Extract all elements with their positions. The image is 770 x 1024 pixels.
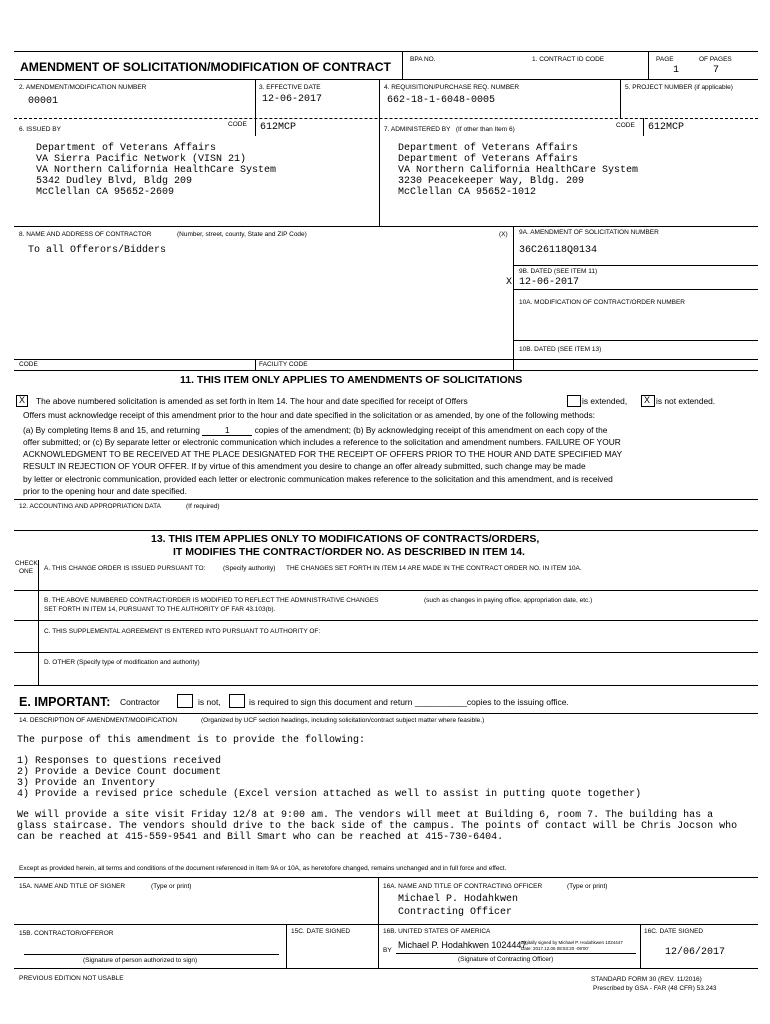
- 15c-label: 15C. DATE SIGNED: [291, 928, 351, 935]
- contractor-value: To all Offerors/Bidders: [28, 245, 167, 256]
- administered-code-label: CODE: [616, 122, 635, 129]
- rule-v-item9: [513, 226, 514, 370]
- item14-list-item-2: 2) Provide a Device Count document: [17, 767, 222, 778]
- issued-code-label: CODE: [228, 121, 247, 128]
- not-extended-label: is not extended.: [656, 396, 716, 406]
- 15b-signature-caption: (Signature of person authorized to sign): [83, 957, 198, 964]
- 9a-value: 36C26118Q0134: [519, 245, 598, 256]
- rule-13d: [14, 685, 758, 686]
- item11-line1: The above numbered solicitation is amended as set forth in Item 14. The hour and date specified for receipt of Offers: [36, 396, 468, 406]
- issued-code-value: 612MCP: [260, 122, 297, 133]
- rule-bottom: [14, 968, 758, 969]
- copies-to-office: copies to the issuing office.: [466, 697, 569, 707]
- rule-v-proj: [620, 79, 621, 118]
- 13b-label-2: SET FORTH IN ITEM 14, PURSUANT TO THE AUTHORITY OF FAR 43.103(b).: [44, 606, 276, 613]
- x-column-label: (X): [499, 231, 508, 238]
- 16a-name: Michael P. Hodahkwen: [398, 894, 519, 905]
- copies-blank: ___________: [414, 697, 467, 707]
- item12-label: 12. ACCOUNTING AND APPROPRIATION DATA: [19, 503, 161, 510]
- item14-para-3: can be reached at 415-559-9541 and Bill Smart who can be reached at 415-730-6404.: [17, 832, 504, 843]
- item11-line2: Offers must acknowledge receipt of this amendment prior to the hour and date specified in the solicitation or as amended, by one of the following methods:: [23, 410, 595, 420]
- not-extended-checkbox[interactable]: [641, 395, 655, 407]
- rule-item13: [14, 530, 758, 531]
- is-required-label: is required to sign this document and return ___________copies to the issuing office.: [249, 697, 569, 707]
- item14-list-item-4: 4) Provide a revised price schedule (Excel version attached as well to assist in putting quote together): [17, 789, 642, 800]
- rule-v-code7: [643, 118, 644, 136]
- 13a-label: A. THIS CHANGE ORDER IS ISSUED PURSUANT TO:: [44, 565, 206, 572]
- item11-line7: by letter or electronic communication, provided each letter or electronic communication makes reference to the solicitation and this amendment, and is received: [23, 474, 613, 484]
- 15a-note: (Type or print): [151, 883, 192, 890]
- 16a-note: (Type or print): [567, 883, 608, 890]
- 10a-label: 10A. MODIFICATION OF CONTRACT/ORDER NUMBER: [519, 299, 685, 306]
- effective-date-label: 3. EFFECTIVE DATE: [259, 84, 321, 91]
- footer-note: Except as provided herein, all terms and conditions of the document referenced in Item 9A or 10A, as heretofore changed, remains unchanged and in full force and effect.: [19, 865, 507, 872]
- digital-signature-note-2: Date: 2017.12.06 08:53:20 -08'00': [521, 946, 589, 951]
- contract-id-label: 1. CONTRACT ID CODE: [532, 56, 605, 63]
- contractor-label-note: (Number, street, county, State and ZIP Code): [177, 231, 307, 238]
- rule-v-16: [378, 877, 379, 968]
- 15b-signature-line[interactable]: [24, 954, 279, 955]
- 15b-label: 15B. CONTRACTOR/OFFEROR: [19, 930, 114, 937]
- important-label: E. IMPORTANT:: [19, 695, 111, 709]
- effective-date-value: 12-06-2017: [262, 94, 323, 105]
- requisition-value: 662-18-1-6048-0005: [387, 95, 496, 106]
- rule-v-page: [648, 51, 649, 79]
- is-not-checkbox[interactable]: [177, 694, 193, 708]
- rule-v-16c: [640, 924, 641, 968]
- 9b-value: 12-06-2017: [519, 277, 580, 288]
- page-label: PAGE: [656, 56, 674, 63]
- digital-signature-note-1: Digitally signed by Michael P. Hodahkwen 1024447: [521, 940, 623, 945]
- item14-intro: The purpose of this amendment is to provide the following:: [17, 735, 366, 746]
- 9b-x-mark: X: [506, 277, 513, 288]
- item11-x-mark: X: [19, 395, 26, 405]
- bpa-label: BPA NO.: [410, 56, 436, 63]
- item13-title-1: 13. THIS ITEM APPLIES ONLY TO MODIFICATIONS OF CONTRACTS/ORDERS,: [151, 533, 540, 545]
- rule-13c: [14, 652, 758, 653]
- item11-line6: RESULT IN REJECTION OF YOUR OFFER. If by virtue of this amendment you desire to change an offer already submitted, such change may be made: [23, 461, 586, 471]
- form-title: AMENDMENT OF SOLICITATION/MODIFICATION OF CONTRACT: [20, 60, 392, 74]
- rule-15a: [14, 924, 758, 925]
- rule-9b: [513, 289, 758, 290]
- issued-by-address: Department of Veterans Affairs VA Sierra Pacific Network (VISN 21) VA Northern California HealthCare System 5342 Dudley Blvd, Bldg 209 McClellan CA 95652-2609: [36, 143, 277, 198]
- amendment-number-value: 00001: [28, 96, 59, 107]
- rule-v-15c: [286, 924, 287, 968]
- item14-list-item-3: 3) Provide an Inventory: [17, 778, 156, 789]
- 16c-value: 12/06/2017: [665, 947, 726, 958]
- extended-label: is extended,: [582, 396, 628, 406]
- copies-field: 1: [202, 426, 252, 436]
- item11-line5: ACKNOWLEDGMENT TO BE RECEIVED AT THE PLACE DESIGNATED FOR THE RECEIPT OF OFFERS PRIOR TO THE HOUR AND DATE SPECIFIED MAY: [23, 449, 623, 459]
- rule-item12: [14, 499, 758, 500]
- previous-edition: PREVIOUS EDITION NOT USABLE: [19, 975, 124, 982]
- administered-by-note: (If other than Item 6): [455, 126, 515, 133]
- rule-code: [14, 359, 758, 360]
- rule-row3: [14, 226, 758, 227]
- rule-v-facility: [255, 359, 256, 370]
- 10b-label: 10B. DATED (SEE ITEM 13): [519, 346, 602, 353]
- 13c-label: C. THIS SUPPLEMENTAL AGREEMENT IS ENTERED INTO PURSUANT TO AUTHORITY OF:: [44, 628, 321, 635]
- rule-row1: [14, 79, 758, 80]
- 13b-note: (such as changes in paying office, appropriation date, etc.): [424, 597, 593, 604]
- extended-checkbox[interactable]: [567, 395, 581, 407]
- 16b-label: 16B. UNITED STATES OF AMERICA: [383, 928, 491, 935]
- item11-line4: offer submitted; or (c) By separate letter or electronic communication which includes a reference to the solicitation and amendment numbers. FAILURE OF YOUR: [23, 437, 621, 447]
- one-label: ONE: [19, 568, 34, 575]
- of-pages-value: 7: [713, 65, 720, 76]
- 15a-label: 15A. NAME AND TITLE OF SIGNER: [19, 883, 126, 890]
- digital-signature-name: Michael P. Hodahkwen 1024447: [398, 940, 527, 950]
- rule-10a: [513, 340, 758, 341]
- item11-line3: (a) By completing Items 8 and 15, and returning 1 copies of the amendment; (b) By acknowledging receipt of this amendment on each copy of the: [23, 425, 608, 435]
- important-contractor: Contractor: [120, 697, 160, 707]
- 13a-note: (Specify authority): [223, 565, 276, 572]
- contractor-label: 8. NAME AND ADDRESS OF CONTRACTOR: [19, 231, 152, 238]
- 16a-label: 16A. NAME AND TITLE OF CONTRACTING OFFICER: [383, 883, 543, 890]
- rule-row2: [14, 118, 758, 119]
- item14-para-1: We will provide a site visit Friday 12/8 at 9:00 am. The vendors will meet at Building 6, room 7. The building has a: [17, 810, 714, 821]
- 16b-by-label: BY: [383, 947, 392, 954]
- code-label: CODE: [19, 361, 38, 368]
- item11-checkbox[interactable]: [16, 395, 28, 407]
- item14-label: 14. DESCRIPTION OF AMENDMENT/MODIFICATION: [19, 717, 178, 724]
- check-label: CHECK: [15, 560, 38, 567]
- 13d-label: D. OTHER (Specify type of modification and authority): [44, 659, 200, 666]
- 13b-label-1: B. THE ABOVE NUMBERED CONTRACT/ORDER IS MODIFIED TO REFLECT THE ADMINISTRATIVE CHANGES: [44, 597, 379, 604]
- is-not-label: is not,: [198, 697, 221, 707]
- administered-code-value: 612MCP: [648, 122, 685, 133]
- rule-v-bpa: [402, 51, 403, 79]
- administered-by-address: Department of Veterans Affairs Department of Veterans Affairs VA Northern California HealthCare System 3230 Peacekeeper Way, Bldg. 209 McClellan CA 95652-1012: [398, 143, 639, 198]
- item11-line8: prior to the opening hour and date specified.: [23, 486, 187, 496]
- item12-note: (If required): [186, 503, 220, 510]
- rule-v-req: [379, 79, 380, 226]
- rule-top: [14, 51, 758, 52]
- item14-note: (Organized by UCF section headings, including solicitation/contract subject matter where feasible.): [201, 717, 485, 724]
- requisition-label: 4. REQUISITION/PURCHASE REQ. NUMBER: [384, 84, 520, 91]
- rule-13a: [14, 590, 758, 591]
- facility-code-label: FACILITY CODE: [259, 361, 308, 368]
- rule-9a: [513, 265, 758, 266]
- 16b-signature-caption: (Signature of Contracting Officer): [458, 956, 554, 963]
- page-value: 1: [673, 65, 680, 76]
- rule-v-code6: [255, 118, 256, 136]
- 9b-label: 9B. DATED (SEE ITEM 11): [519, 268, 598, 275]
- amendment-number-label: 2. AMENDMENT/MODIFICATION NUMBER: [19, 84, 147, 91]
- rule-important: [14, 713, 758, 714]
- item13-title-2: IT MODIFIES THE CONTRACT/ORDER NO. AS DESCRIBED IN ITEM 14.: [173, 546, 525, 558]
- rule-13b: [14, 620, 758, 621]
- is-required-checkbox[interactable]: [229, 694, 245, 708]
- rule-14: [14, 877, 758, 878]
- standard-form: STANDARD FORM 30 (REV. 11/2016): [591, 976, 702, 983]
- issued-by-label: 6. ISSUED BY: [19, 126, 61, 133]
- 16b-signature-line[interactable]: [396, 953, 636, 954]
- prescribed-by: Prescribed by GSA - FAR (48 CFR) 53.243: [593, 985, 717, 992]
- administered-by-label: 7. ADMINISTERED BY (If other than Item 6): [384, 126, 515, 133]
- 13a-text: THE CHANGES SET FORTH IN ITEM 14 ARE MADE IN THE CONTRACT ORDER NO. IN ITEM 10A.: [286, 565, 582, 572]
- 9a-label: 9A. AMENDMENT OF SOLICITATION NUMBER: [519, 229, 659, 236]
- of-pages-label: OF PAGES: [699, 56, 732, 63]
- rule-v-eff: [255, 79, 256, 118]
- project-number-label: 5. PROJECT NUMBER (if applicable): [625, 84, 733, 91]
- not-extended-x-mark: X: [644, 395, 651, 405]
- 16c-label: 16C. DATE SIGNED: [644, 928, 704, 935]
- item11-title: 11. THIS ITEM ONLY APPLIES TO AMENDMENTS OF SOLICITATIONS: [180, 374, 523, 386]
- item14-para-2: glass staircase. The vendors should drive to the back side of the campus. The points of contact will be Chris Jocson who: [17, 821, 738, 832]
- 16a-title: Contracting Officer: [398, 907, 513, 918]
- rule-v-check: [38, 560, 39, 685]
- item14-list-item-1: 1) Responses to questions received: [17, 756, 222, 767]
- rule-item11: [14, 370, 758, 371]
